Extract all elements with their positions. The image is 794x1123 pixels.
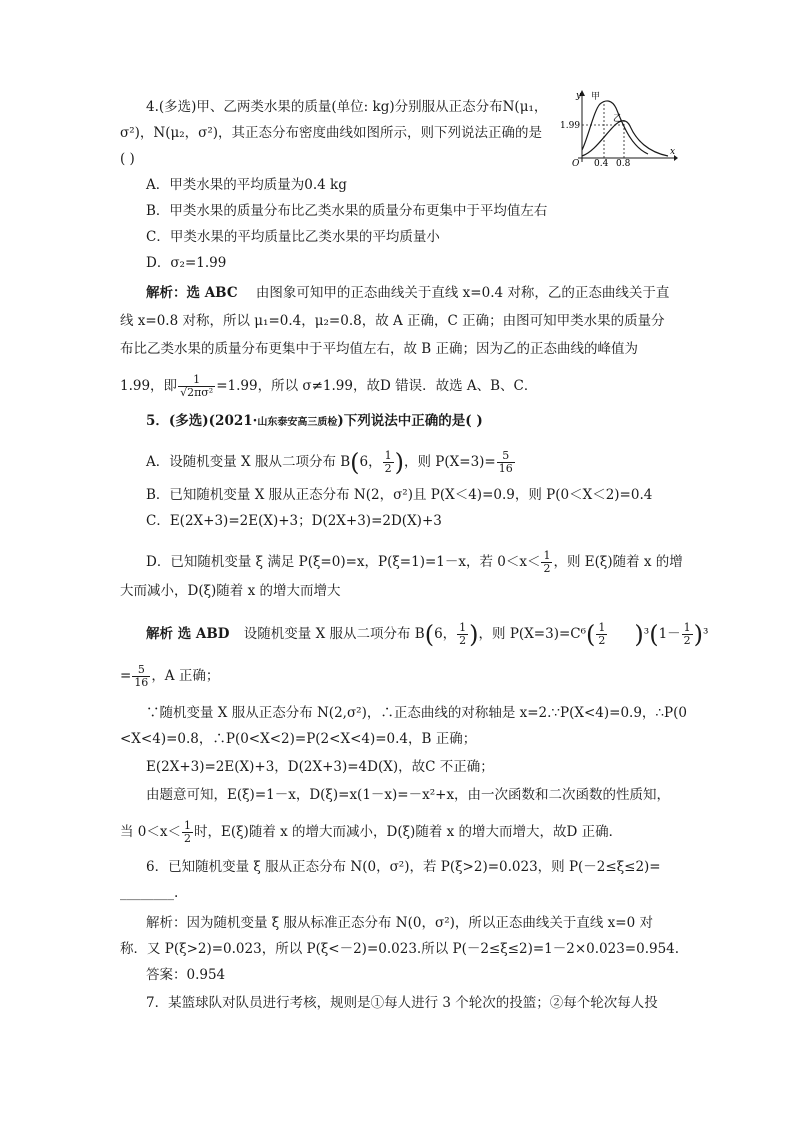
q5-sol-a-pre: 设随机变量 X 服从二项分布 B [243,626,425,642]
q4-option-c: C．甲类水果的平均质量比乙类水果的平均质量小 [146,229,440,245]
q5-option-b: B．已知随机变量 X 服从正态分布 N(2，σ²)且 P(X＜4)=0.9，则 P(0＜X＜2)=0.4 [146,487,653,503]
q6-solution-line1: 解析：因为随机变量 ξ 服从标准正态分布 N(0，σ²)，所以正态曲线关于直线 x=0 对 [146,915,653,931]
q5-sol-a-fd: 2 [459,634,467,647]
q5-a-rn: 5 [497,450,515,463]
q5-stem-source: 山东泰安高三质检 [257,417,338,428]
paren-right: ) [394,448,404,477]
q5-option-c: C．E(2X+3)=2E(X)+3；D(2X+3)=2D(X)+3 [146,513,442,529]
q5-solution-c: E(2X+3)=2E(X)+3，D(2X+3)=4D(X)，故C 不正确； [146,759,494,775]
q5-solution-a-result [120,664,219,689]
q5-d-post: ，则 E(ξ)随着 x 的增 [553,554,683,570]
q4-solution-text: 由图象可知甲的正态曲线关于直线 x=0.4 对称，乙的正态曲线关于直 [255,285,670,301]
q5-stem [146,412,483,432]
q5-sol-a2-eq: = [120,668,132,684]
curve-jia [582,101,648,154]
q5-sol-a2-post: ，A 正确； [151,668,220,684]
q5-d-pre: D．已知随机变量 ξ 满足 P(ξ=0)=x，P(ξ=1)=1－x，若 0＜x＜ [146,554,541,570]
q5-d-frac [541,550,552,575]
curve-yi [582,121,668,156]
fig-y-tick: 1.99 [560,121,581,131]
q5-sol-a2-frac [132,664,150,689]
q5-solution-b-line1: ∵随机变量 X 服从正态分布 N(2,σ²)，∴正态曲线的对称轴是 x=2.∵P(X<4)=0.9，∴P(0 [146,705,687,721]
q5-sol-d2-fn: 1 [184,819,191,832]
q5-solution-d-line1: 由题意可知，E(ξ)=1－x，D(ξ)=x(1－x)=－x²+x，由一次函数和二次函数的性质知， [146,787,671,803]
fig-x-tick-2: 0.8 [616,159,631,166]
q5-sol-a-fn: 1 [459,621,467,634]
paren-left: ( [649,620,659,649]
q5-stem-pre: 5．(多选)(2021· [146,413,258,429]
q5-a-pre: A．设随机变量 X 服从二项分布 B [146,454,351,470]
paren-right: ) [693,620,704,649]
q4-peak-num: 1 [178,374,215,387]
q5-sol-a2-fn: 5 [132,664,150,677]
q5-d-fd: 2 [543,562,551,575]
fig-origin: O [572,159,580,166]
q6-stem-line2: ________. [120,885,179,901]
q5-sol-a-f3n: 1 [683,621,691,634]
q5-a-b1: 6， [359,454,382,470]
q5-sol-a-exp1: ³ [643,626,650,642]
normal-density-figure [560,88,678,166]
q6-answer: 答案：0.954 [146,967,226,983]
q5-a-rd: 16 [498,462,513,475]
paren-right: ) [634,620,644,649]
q5-sol-a-frac3 [682,622,693,647]
q4-stem-line2: σ²)，N(μ₂，σ²)，其正态分布密度曲线如图所示，则下列说法正确的是 [120,125,543,141]
fig-jia-label: 甲 [591,92,601,102]
q4-solution-line1 [146,284,669,302]
q4-peak-fraction [178,374,215,399]
q5-a-fn: 1 [384,449,392,462]
q6-solution-line2: 称．又 P(ξ>2)=0.023，所以 P(ξ<－2)=0.023.所以 P(－2≤ξ≤2)=1－2×0.023=0.954. [120,941,680,957]
q5-sol-a-mid: ，则 P(X=3)=C⁶ [478,626,587,642]
q5-sol-d2-fd: 2 [184,832,191,845]
q5-d-fn: 1 [543,549,551,562]
q5-solution-d-line2 [120,820,622,845]
q5-sol-a-f2n: 1 [598,621,606,634]
q5-a-fd: 2 [384,462,392,475]
q5-sol-a-frac1 [457,622,468,647]
q5-sol-a-f2d: 2 [598,634,606,647]
q4-solution-line3: 布比乙类水果的质量分布更集中于平均值左右，故 B 正确；因为乙的正态曲线的峰值为 [120,341,639,357]
q5-a-mid: ，则 P(X=3)= [404,454,496,470]
fig-x-tick-1: 0.4 [594,159,609,166]
q5-sol-d2-frac [182,820,193,845]
paren-left: ( [424,620,435,649]
q4-stem-line1: 4.(多选)甲、乙两类水果的质量(单位: kg)分别服从正态分布N(μ₁， [146,99,548,115]
q5-sol-a-exp2: ³ [703,626,709,642]
q5-a-frac [383,450,394,475]
q5-sol-a-one: 1－ [658,626,681,642]
paren-right: ) [469,620,479,649]
q7-stem-line1: 7．某篮球队对队员进行考核，规则是①每人进行 3 个轮次的投篮；②每个轮次每人投 [146,995,658,1011]
q5-a-result [497,450,515,475]
fig-x-label: x [670,147,676,157]
q5-option-a [146,450,516,475]
q5-option-d-line1 [146,550,683,575]
q5-option-d-line2: 大而减小，D(ξ)随着 x 的增大而增大 [120,583,341,599]
q5-sol-a-b: 6， [434,626,457,642]
fig-yi-label: 乙 [613,114,623,124]
q5-stem-post: )下列说法中正确的是( ) [337,413,483,429]
q4-option-b: B．甲类水果的质量分布比乙类水果的质量分布更集中于平均值左右 [146,203,548,219]
q4-solution-label: 解析：选 ABC [146,285,238,301]
q5-solution-a [146,622,708,647]
paren-left: ( [586,620,596,649]
q5-solution-b-line2: <X<4)=0.8，∴P(0<X<2)=P(2<X<4)=0.4，B 正确； [120,731,477,747]
q6-stem-line1: 6．已知随机变量 ξ 服从正态分布 N(0，σ²)，若 P(ξ>2)=0.023，则 P(－2≤ξ≤2)= [146,859,661,875]
q5-sol-d2-post: 时，E(ξ)随着 x 的增大而减小，D(ξ)随着 x 的增大而增大，故D 正确． [194,824,623,840]
q5-sol-a-frac2 [596,622,607,647]
paren-left: ( [350,448,360,477]
q5-sol-a2-fd: 16 [134,676,149,689]
q4-solution-line4 [120,374,537,399]
q4-peak-den: √2πσ² [180,386,214,399]
q4-option-a: A．甲类水果的平均质量为0.4 kg [146,177,347,193]
q4-solution-line2: 线 x=0.8 对称，所以 μ₁=0.4，μ₂=0.8，故 A 正确，C 正确；由图可知甲类水果的质量分 [120,313,665,329]
q4-sol4-pre: 1.99，即 [120,378,178,394]
fig-y-label: y [576,91,582,101]
q4-option-d: D．σ₂=1.99 [146,255,227,271]
q4-answer-paren: ( ) [120,151,135,167]
q5-sol-a-f3d: 2 [683,634,691,647]
q5-solution-label: 解析 选 ABD [146,626,230,642]
q5-sol-d2-pre: 当 0＜x＜ [120,824,181,840]
q4-sol4-post: =1.99，所以 σ≠1.99，故D 错误．故选 A、B、C． [216,378,538,394]
